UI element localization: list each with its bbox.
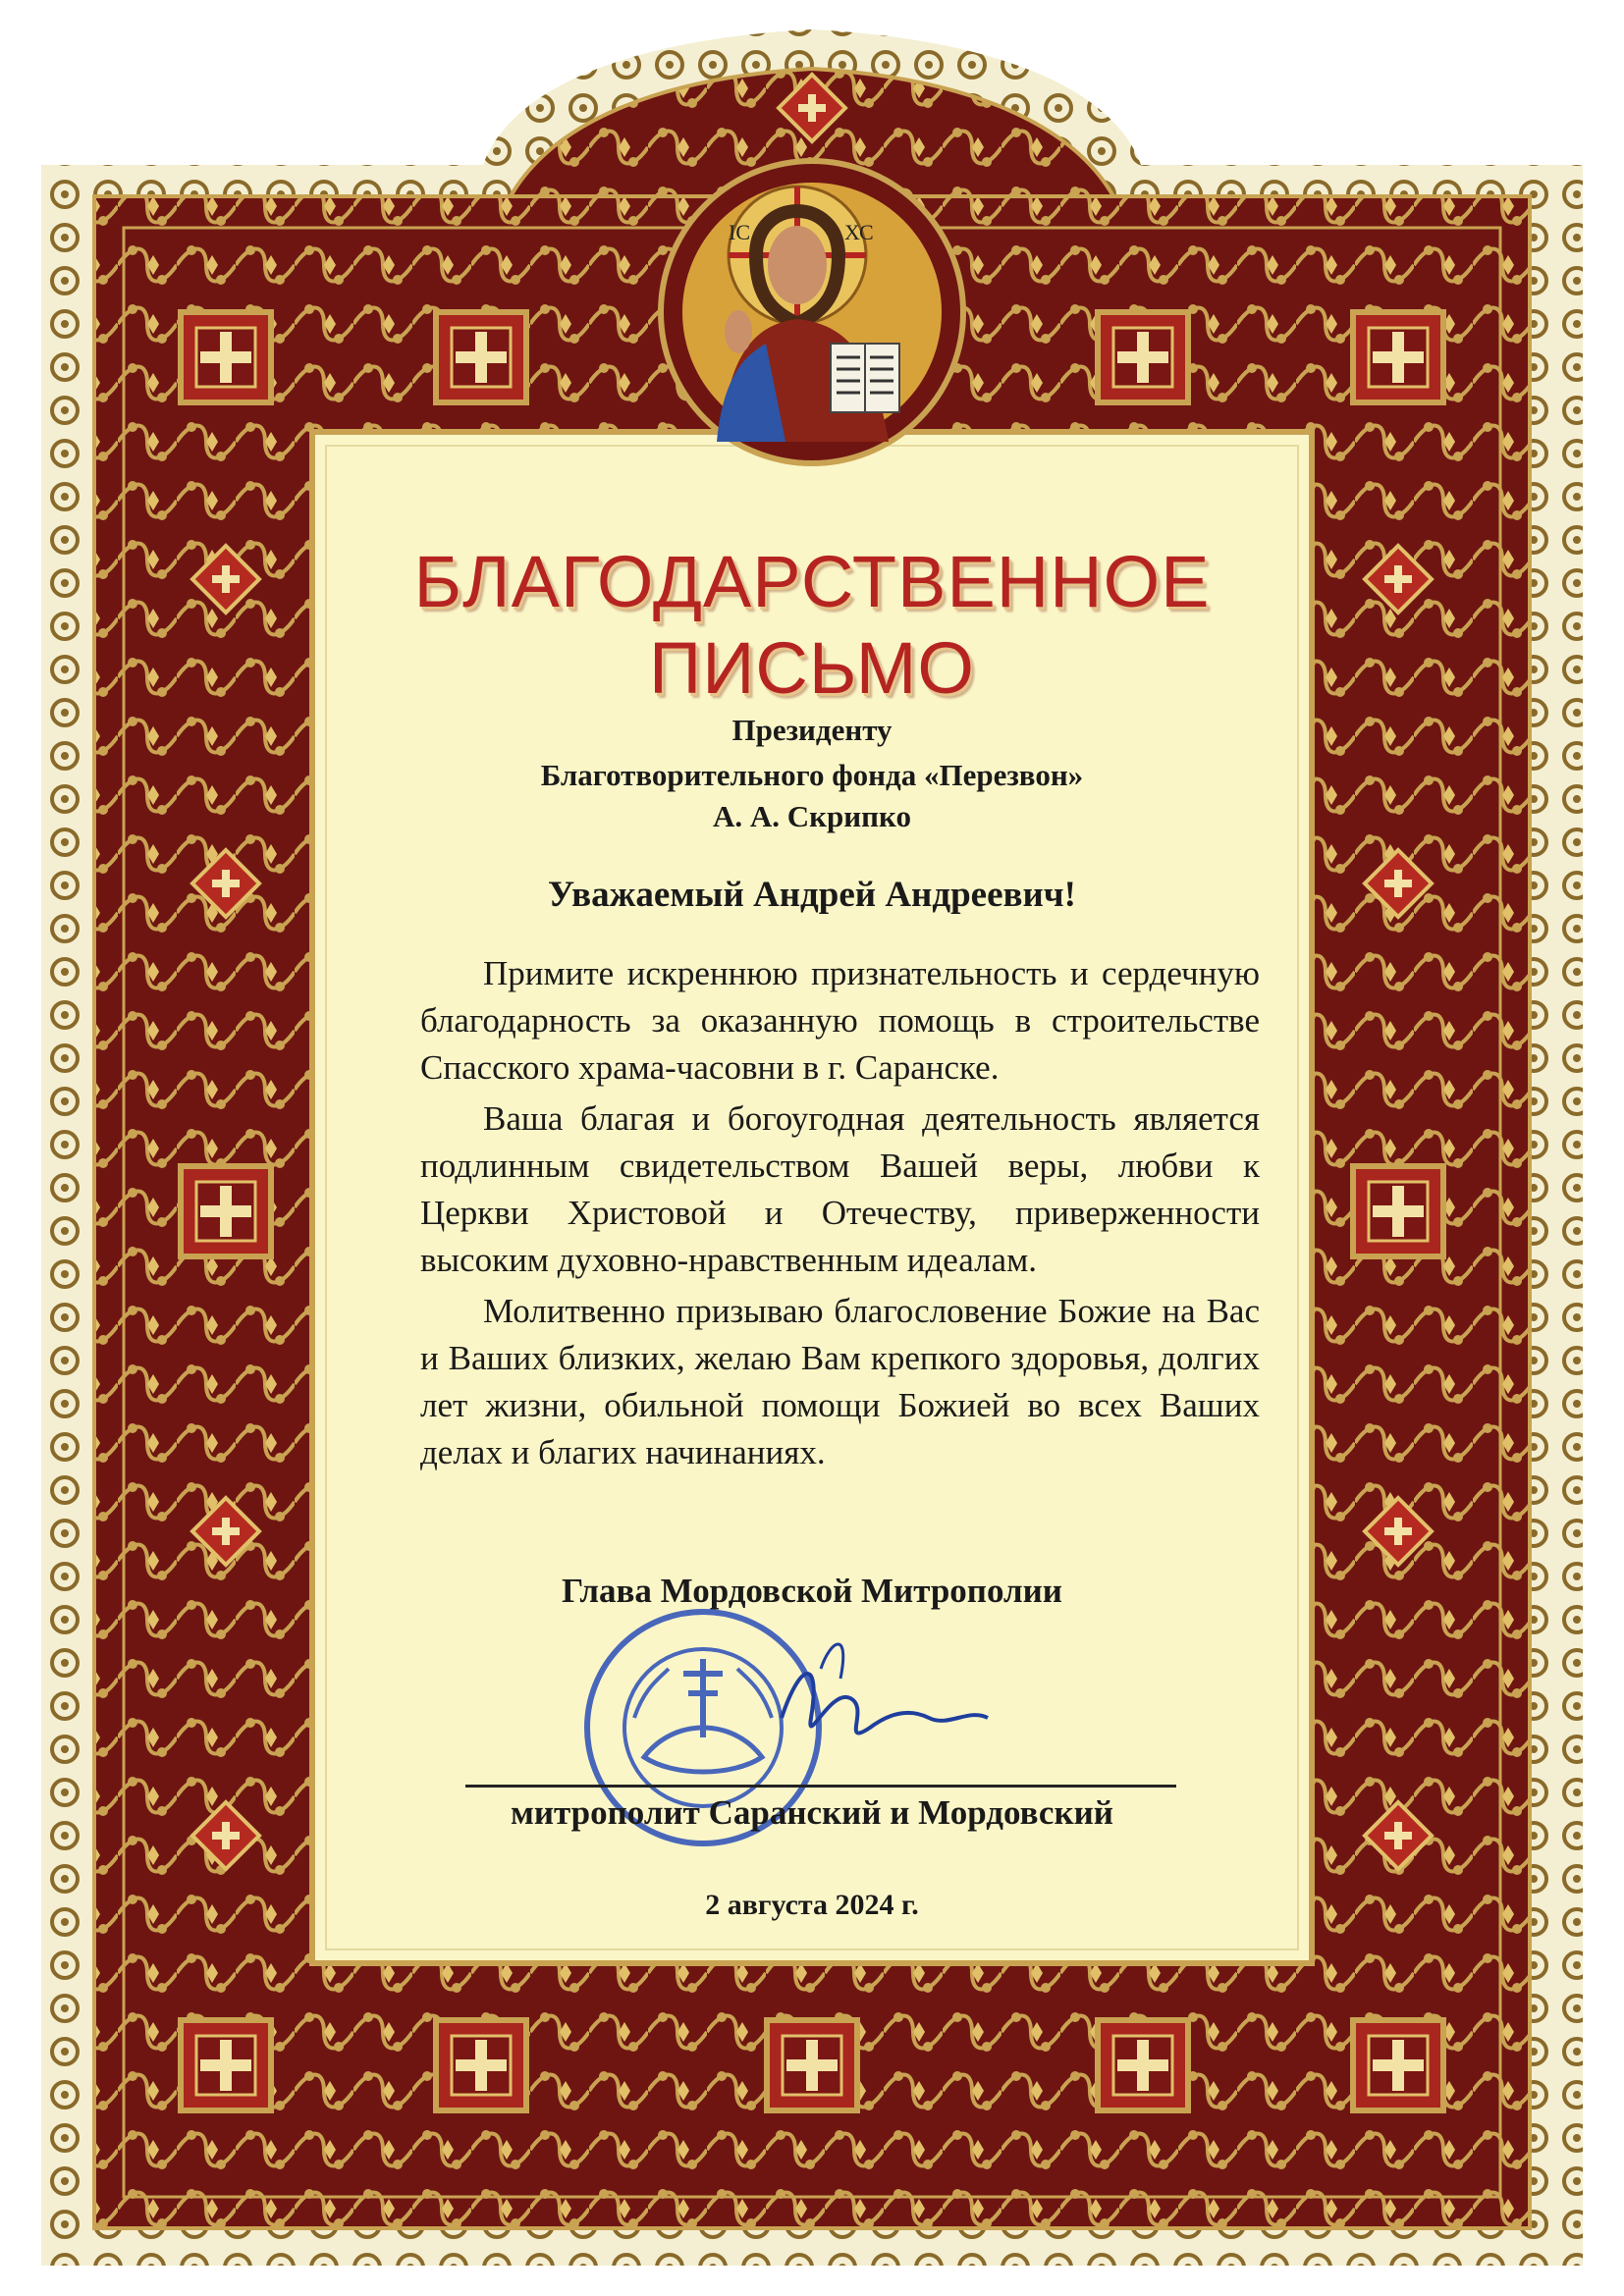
letter-paragraph: Молитвенно призываю благословение Божие на Вас и Ваших близких, желаю Вам крепкого здоровья, долгих лет жизни, обильной помощи Божией во всех Ваших делах и благих начинаниях.	[420, 1292, 1260, 1471]
document-title-line2: ПИСЬМО	[649, 627, 975, 709]
letter-paragraph: Ваша благая и богоугодная деятельность является подлинным свидетельством Вашей веры, любви к Церкви Христовой и Отечеству, приверженности высоким духовно-нравственным идеалам.	[420, 1099, 1260, 1279]
signature-line	[465, 1785, 1176, 1788]
signatory-title: Глава Мордовской Митрополии	[562, 1572, 1062, 1610]
addressee-line1: Президенту	[731, 713, 893, 747]
letter-paragraph: Примите искреннюю признательность и сердечную благодарность за оказанную помощь в строительстве Спасского храма-часовни в г. Саранске.	[420, 954, 1260, 1087]
christ-pantocrator-icon	[661, 161, 963, 463]
svg-text:ХС: ХС	[844, 220, 874, 244]
signatory-name: митрополит Саранский и Мордовский	[511, 1793, 1113, 1832]
greeting: Уважаемый Андрей Андреевич!	[548, 875, 1076, 915]
document-title-line1: БЛАГОДАРСТВЕННОЕ	[413, 541, 1211, 622]
addressee-line3: А. А. Скрипко	[713, 799, 911, 833]
svg-text:ІС: ІС	[729, 220, 750, 244]
addressee-line2: Благотворительного фонда «Перезвон»	[540, 758, 1084, 792]
letter-body	[420, 950, 1260, 1480]
document-date: 2 августа 2024 г.	[705, 1889, 919, 1921]
